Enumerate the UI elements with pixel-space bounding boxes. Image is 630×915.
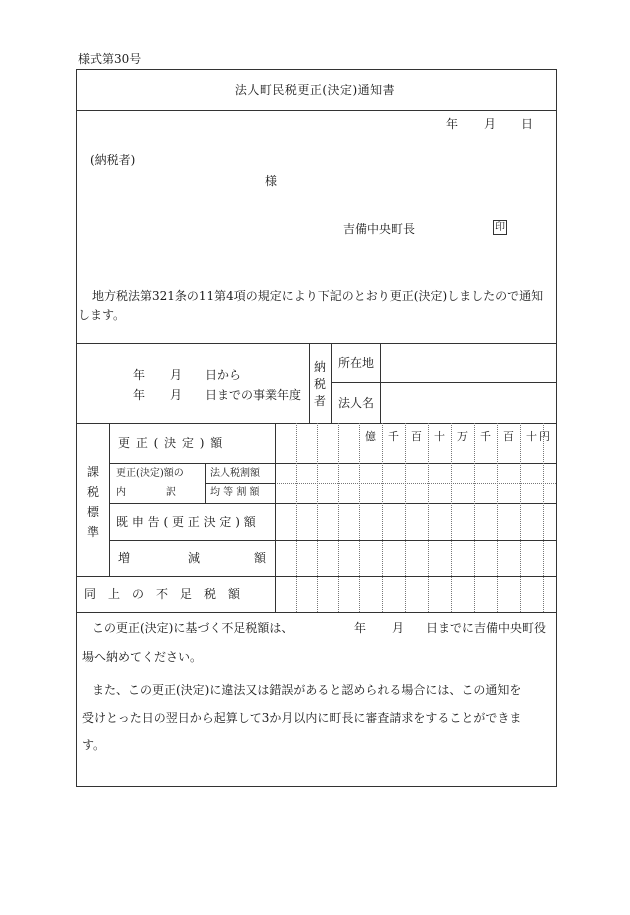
period-from-year: 年 [133, 368, 146, 382]
tax-base-label-char-3: 標 [87, 505, 100, 519]
form-number: 様式第30号 [78, 52, 142, 66]
intro-line-2: します。 [78, 308, 126, 322]
corporate-tax-portion-label: 法人税割額 [210, 468, 260, 479]
prior-report-label: 既 申 告 ( 更 正 決 定 ) 額 [116, 515, 256, 529]
addressee-label: (納税者) [90, 153, 136, 167]
digit-header-juu-man: 十 [434, 430, 445, 443]
change-label-end: 額 [254, 551, 267, 565]
digit-header-man: 万 [457, 430, 468, 443]
period-to-month: 月 [170, 388, 183, 402]
taxpayer-label-char-3: 者 [314, 394, 327, 408]
address-label: 所在地 [338, 356, 375, 370]
notice-p2-line-3: す。 [82, 738, 106, 752]
date-day: 日 [521, 117, 534, 131]
period-from-suffix: 日から [205, 368, 242, 382]
tax-base-label-char-1: 課 [87, 465, 100, 479]
notice-p1-year: 年 [354, 621, 367, 635]
digit-header-sen-man: 千 [388, 430, 399, 443]
deficit-label: 同 上 の 不 足 税 額 [84, 587, 241, 601]
taxpayer-label-char-1: 納 [314, 360, 327, 374]
digit-header-hyaku-man: 百 [411, 430, 422, 443]
digit-header-sen: 千 [480, 430, 491, 443]
per-capita-portion-label: 均 等 割 額 [210, 487, 260, 498]
taxpayer-label-char-2: 税 [314, 377, 327, 391]
tax-base-label-char-2: 税 [87, 485, 100, 499]
digit-header-juu: 十 [526, 430, 537, 443]
notice-p1-month: 月 [392, 621, 405, 635]
seal-mark: 印 [495, 222, 505, 233]
change-label-start: 増 [118, 551, 131, 565]
notice-p2-line-1: また、この更正(決定)に違法又は錯誤があると認められる場合には、この通知を [92, 683, 522, 697]
date-year: 年 [446, 117, 459, 131]
notice-p2-line-2: 受けとった日の翌日から起算して3か月以内に町長に審査請求をすることができま [82, 711, 522, 725]
form-title: 法人町民税更正(決定)通知書 [234, 83, 396, 97]
notice-p1-part-b: 日までに吉備中央町役 [426, 621, 547, 635]
period-to-suffix: 日までの事業年度 [205, 388, 302, 402]
change-label-mid: 減 [188, 551, 201, 565]
notice-p1-part-c: 場へ納めてください。 [82, 650, 203, 664]
intro-line-1: 地方税法第321条の11第4項の規定により下記のとおり更正(決定)しましたので通知 [92, 289, 544, 303]
honorific: 様 [265, 174, 278, 188]
breakdown-label-bottom: 内 訳 [116, 487, 176, 498]
digit-header-oku: 億 [365, 430, 376, 443]
period-from-month: 月 [170, 368, 183, 382]
corrected-amount-label: 更 正 ( 決 定 ) 額 [118, 436, 224, 450]
digit-header-hyaku: 百 [503, 430, 514, 443]
tax-base-label-char-4: 準 [87, 525, 100, 539]
period-to-year: 年 [133, 388, 146, 402]
digit-header-en: 円 [539, 430, 550, 443]
issuer-name: 吉備中央町長 [343, 222, 416, 236]
breakdown-label-top: 更正(決定)額の [116, 468, 184, 479]
date-month: 月 [484, 117, 497, 131]
notice-p1-part-a: この更正(決定)に基づく不足税額は、 [92, 621, 294, 635]
corporate-name-label: 法人名 [338, 396, 375, 410]
